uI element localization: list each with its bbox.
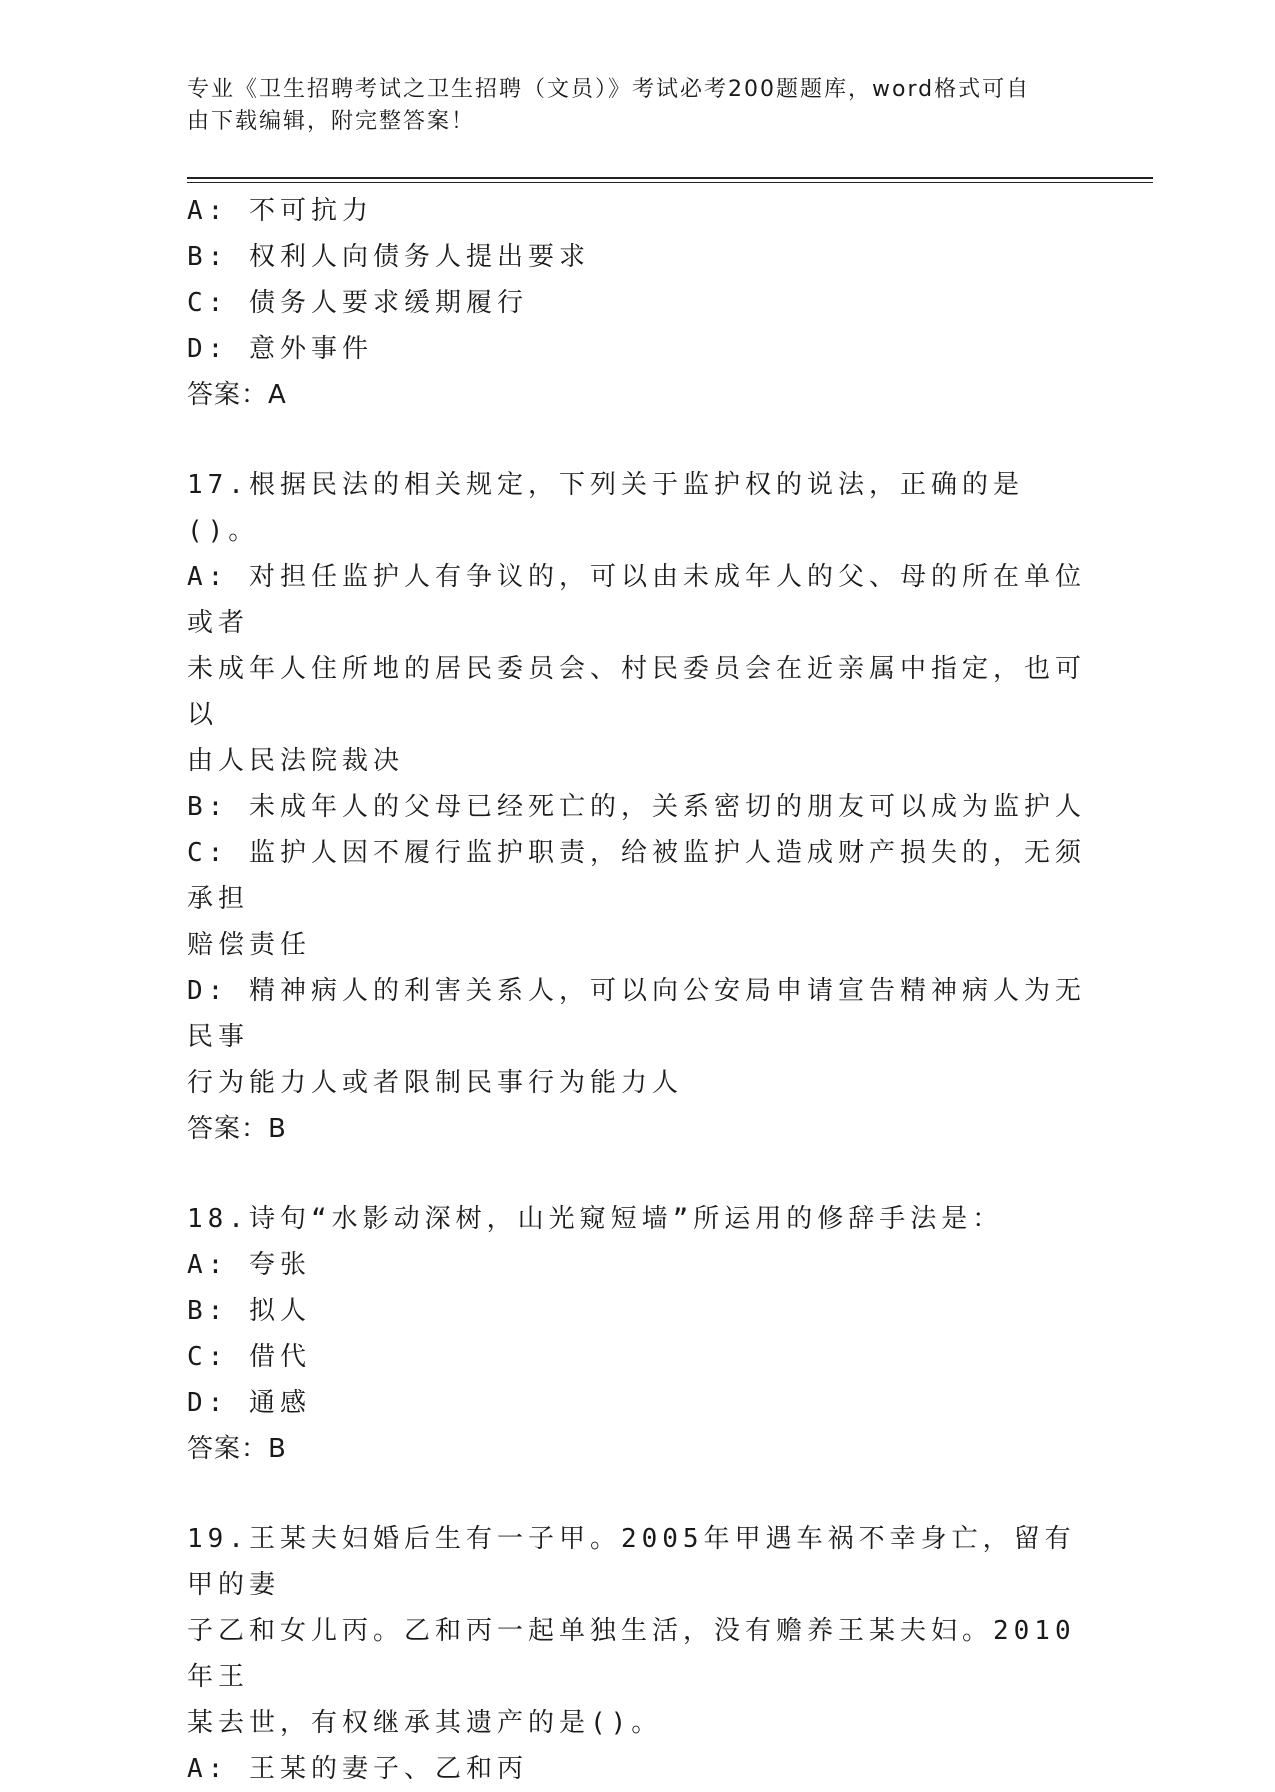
question-18-block [187, 1196, 1087, 1472]
question-stem-continued: 子乙和女儿丙。乙和丙一起单独生活，没有赡养王某夫妇。2010年王 [187, 1616, 1076, 1692]
option-c: C: 监护人因不履行监护职责，给被监护人造成财产损失的，无须承担 [187, 838, 1086, 914]
option-a: A: 对担任监护人有争议的，可以由未成年人的父、母的所在单位或者 [187, 562, 1086, 638]
option-b: B: 权利人向债务人提出要求 [187, 242, 590, 272]
question-17-block [187, 462, 1087, 1152]
option-c: C: 债务人要求缓期履行 [187, 288, 528, 318]
question-spacer [187, 1152, 1087, 1196]
document-body [187, 188, 1087, 1792]
option-b: B: 未成年人的父母已经死亡的，关系密切的朋友可以成为监护人 [187, 792, 1086, 822]
option-a-continued: 由人民法院裁决 [187, 746, 405, 776]
answer-line: 答案：B [187, 1114, 287, 1144]
question-spacer [187, 418, 1087, 462]
document-header [187, 74, 1087, 138]
question-stem: 18.诗句“水影动深树，山光窥短墙”所运用的修辞手法是： [187, 1204, 1004, 1234]
option-d: D: 精神病人的利害关系人，可以向公安局申请宣告精神病人为无民事 [187, 976, 1086, 1052]
header-divider-thin [187, 182, 1153, 183]
option-a: A: 不可抗力 [187, 196, 373, 226]
header-line-2: 由下载编辑，附完整答案！ [187, 109, 476, 134]
question-stem: 19.王某夫妇婚后生有一子甲。2005年甲遇车祸不幸身亡，留有甲的妻 [187, 1524, 1076, 1600]
question-19-block [187, 1516, 1087, 1792]
option-d: D: 通感 [187, 1388, 311, 1418]
option-a-continued: 未成年人住所地的居民委员会、村民委员会在近亲属中指定，也可以 [187, 654, 1087, 730]
option-a: A: 王某的妻子、乙和丙 [187, 1754, 528, 1784]
header-line-1: 专业《卫生招聘考试之卫生招聘（文员）》考试必考200题题库，word格式可自 [187, 77, 1031, 102]
option-c-continued: 赔偿责任 [187, 930, 312, 960]
option-d-continued: 行为能力人或者限制民事行为能力人 [187, 1068, 684, 1098]
question-stem-continued: 某去世，有权继承其遗产的是()。 [187, 1708, 663, 1738]
question-16-block [187, 188, 1087, 418]
question-stem: 17.根据民法的相关规定，下列关于监护权的说法，正确的是()。 [187, 470, 1024, 546]
answer-line: 答案：A [187, 380, 287, 410]
answer-line: 答案：B [187, 1434, 287, 1464]
header-divider-thick [187, 177, 1153, 179]
option-c: C: 借代 [187, 1342, 311, 1372]
question-spacer [187, 1472, 1087, 1516]
option-d: D: 意外事件 [187, 334, 373, 364]
option-b: B: 拟人 [187, 1296, 311, 1326]
option-a: A: 夸张 [187, 1250, 311, 1280]
